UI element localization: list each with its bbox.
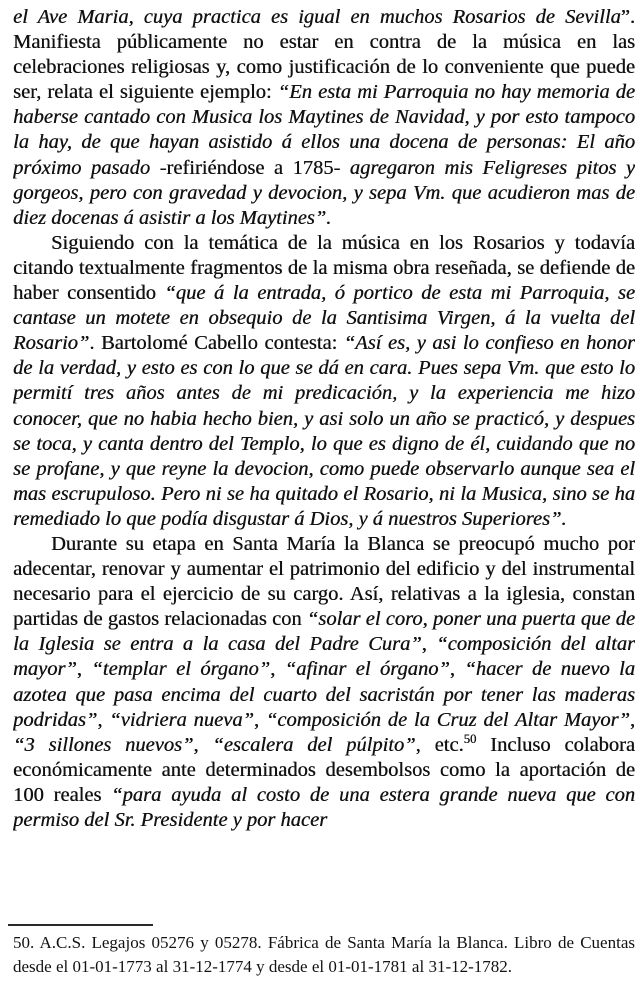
- paragraph: [13, 231, 635, 532]
- text-run: “escalera del púlpito”: [212, 733, 416, 756]
- text-run: . Bartolomé Cabello contesta:: [89, 332, 344, 355]
- footnote-reference: 50: [463, 731, 477, 746]
- paragraph: [13, 5, 635, 231]
- text-run: ,: [449, 658, 465, 681]
- text-run: “composición de la Cruz del Altar Mayor”: [265, 708, 630, 731]
- text-run: , etc.: [415, 733, 464, 756]
- text-run: “que á la entrada, ó portico de esta mi Parroquia, se cantase un motete en obsequio de la Santisima Virgen, á la vuelta del Rosario”: [13, 282, 635, 355]
- text-run: -refiriéndose a 1785-: [150, 156, 350, 179]
- text-run: “solar el coro, poner una puerta que de la Iglesia se entra a la casa del Padre Cura”: [13, 608, 635, 656]
- text-run: ,: [421, 633, 437, 656]
- text-run: ,: [193, 733, 213, 756]
- footnote-separator: [8, 924, 153, 926]
- text-run: “En esta mi Parroquia no hay memoria de haberse cantado con Musica los Maytines de Navidad, y por esto tampoco la hay, de que hayan asistido á ellos una docena de personas: El año próximo pasado: [13, 81, 635, 179]
- text-run: ,: [76, 658, 92, 681]
- text-run: Siguiendo con la temática de la música en los Rosarios y todavía citando textualmente fragmentos de la misma obra reseñada, se defiende de haber consentido: [13, 231, 635, 305]
- text-run: “3 sillones nuevos”: [13, 733, 194, 756]
- text-run: ”. Manifiesta públicamente no estar en contra de la música en las celebraciones religiosas y, como justificación de lo conveniente que puede ser, relata el siguiente ejemplo:: [13, 6, 635, 104]
- text-run: el Ave Maria, cuya practica es igual en muchos Rosarios de Sevilla: [13, 6, 621, 28]
- text-run: “hacer de nuevo la azotea que pasa encima del cuarto del sacristán por tener las maderas podridas”: [13, 658, 635, 731]
- text-run: ,: [97, 708, 110, 731]
- paragraph: [13, 532, 635, 833]
- text-run: “vidriera nueva”: [109, 708, 254, 731]
- footnote: [13, 931, 635, 978]
- main-text: [13, 5, 635, 917]
- text-run: “afinar el órgano”: [284, 658, 450, 681]
- text-run: “Así es, y asi lo confieso en honor de la verdad, y esto es con lo que se dá en cara. Pues sepa Vm. que esto lo permití tres años antes de mi predicación, y la experiencia me hizo conocer, que no habia hecho bien, y asi solo un año se practicó, y despues se toca, y canta dentro del Templo, lo que es digno de él, cuidando que no se profane, y que reyne la devocion, como puede observarlo aunque sea el mas escrupuloso. Pero ni se ha quitado el Rosario, ni la Musica, sino se ha remediado lo que podía disgustar á Dios, y á nuestros Superiores”.: [13, 332, 635, 530]
- text-run: ,: [270, 658, 285, 681]
- text-run: Durante su etapa en Santa María la Blanca se preocupó mucho por adecentar, renovar y aumentar el patrimonio del edificio y del instrumental necesario para el ejercicio de su cargo. Así, relativas a la iglesia, constan partidas de gastos relacionadas con: [13, 532, 635, 631]
- footnote-text: 50. A.C.S. Legajos 05276 y 05278. Fábrica de Santa María la Blanca. Libro de Cuentas desde el 01-01-1773 al 31-12-1774 y desde el 01-01-1781 al 31-12-1782.: [13, 933, 635, 976]
- text-run: “composición del altar mayor”: [13, 633, 635, 681]
- text-run: agregaron mis Feligreses pitos y gorgeos, pero con gravedad y devocion, y sepa Vm. que acudieron mas de diez docenas á asistir a los Maytines”.: [13, 156, 635, 229]
- text-run: “para ayuda al costo de una estera grande nueva que con permiso del Sr. Presidente y por hacer: [13, 783, 635, 831]
- text-run: “templar el órgano”: [91, 658, 271, 681]
- text-run: Incluso colabora económicamente ante determinados desembolsos como la aportación de 100 reales: [13, 733, 635, 806]
- text-run: ,: [629, 708, 635, 731]
- text-run: ,: [253, 708, 266, 731]
